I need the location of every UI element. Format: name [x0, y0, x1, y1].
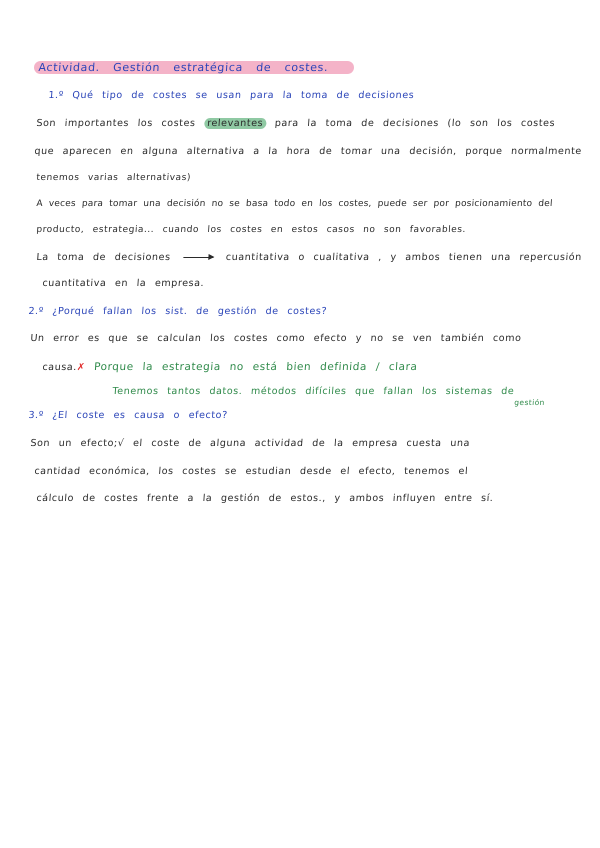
q1-line-4: A veces para tomar una decisión no se basa todo en los costes, puede ser por posicionamiento del	[36, 199, 553, 209]
q1-line-6-start: La toma de decisiones	[36, 252, 171, 263]
q1-line-1-end: para la toma de decisiones (lo son los costes	[274, 118, 556, 129]
q3-line-1-end: el coste de alguna actividad de la empresa cuesta una	[132, 438, 471, 449]
q3-line-1-start: Son un efecto;	[30, 438, 119, 449]
q1-line-6	[36, 252, 582, 263]
q1-line-6-end: , y ambos tienen una repercusión	[377, 252, 583, 263]
right-arrow-icon	[183, 257, 213, 258]
q1-line-7: cuantitativa en la empresa.	[42, 278, 205, 289]
q1-line-2: que aparecen en alguna alternativa a la hora de tomar una decisión, porque normalmente	[34, 146, 583, 157]
q3-line-3: cálculo de costes frente a la gestión de estos., y ambos influyen entre sí.	[36, 493, 494, 504]
cross-mark-icon: ✗	[76, 362, 86, 373]
check-mark-icon: √	[117, 438, 125, 449]
q2-line-2	[42, 361, 418, 373]
q2-line-2-start: causa.	[42, 362, 78, 373]
q1-line-5: producto, estrategia... cuando los costes en estos casos no son favorables.	[36, 225, 467, 235]
q1-line-3: tenemos varias alternativas)	[36, 173, 192, 183]
q2-line-1	[30, 333, 522, 344]
question-2-heading: 2.º ¿Porqué fallan los sist. de gestión de costes?	[28, 306, 328, 317]
q2-answer: Porque la estrategia no está bien definida / clara	[93, 361, 418, 373]
q3-line-1	[30, 438, 470, 449]
q1-line-6-mid: cuantitativa o cualitativa	[225, 252, 371, 263]
relevant-costs-highlight: relevantes	[204, 118, 267, 129]
q1-line-1-start: Son importantes los costes	[36, 118, 196, 129]
question-3-heading: 3.º ¿El coste es causa o efecto?	[28, 410, 229, 421]
q2-line-1-end: y no se ven también como	[355, 333, 522, 344]
q3-line-2: cantidad económica, los costes se estudian desde el efecto, tenemos el	[34, 466, 469, 477]
page-title: Actividad. Gestión estratégica de costes.	[38, 61, 329, 74]
q2-line-3: Tenemos tantos datos. métodos difíciles que fallan los sistemas de	[112, 386, 515, 397]
q2-line-3-note: gestión	[514, 398, 546, 407]
question-1-heading: 1.º Qué tipo de costes se usan para la toma de decisiones	[48, 90, 415, 101]
q1-line-1	[36, 118, 555, 129]
q2-line-1-start: Un error es que se calculan los costes como efecto	[30, 333, 348, 344]
